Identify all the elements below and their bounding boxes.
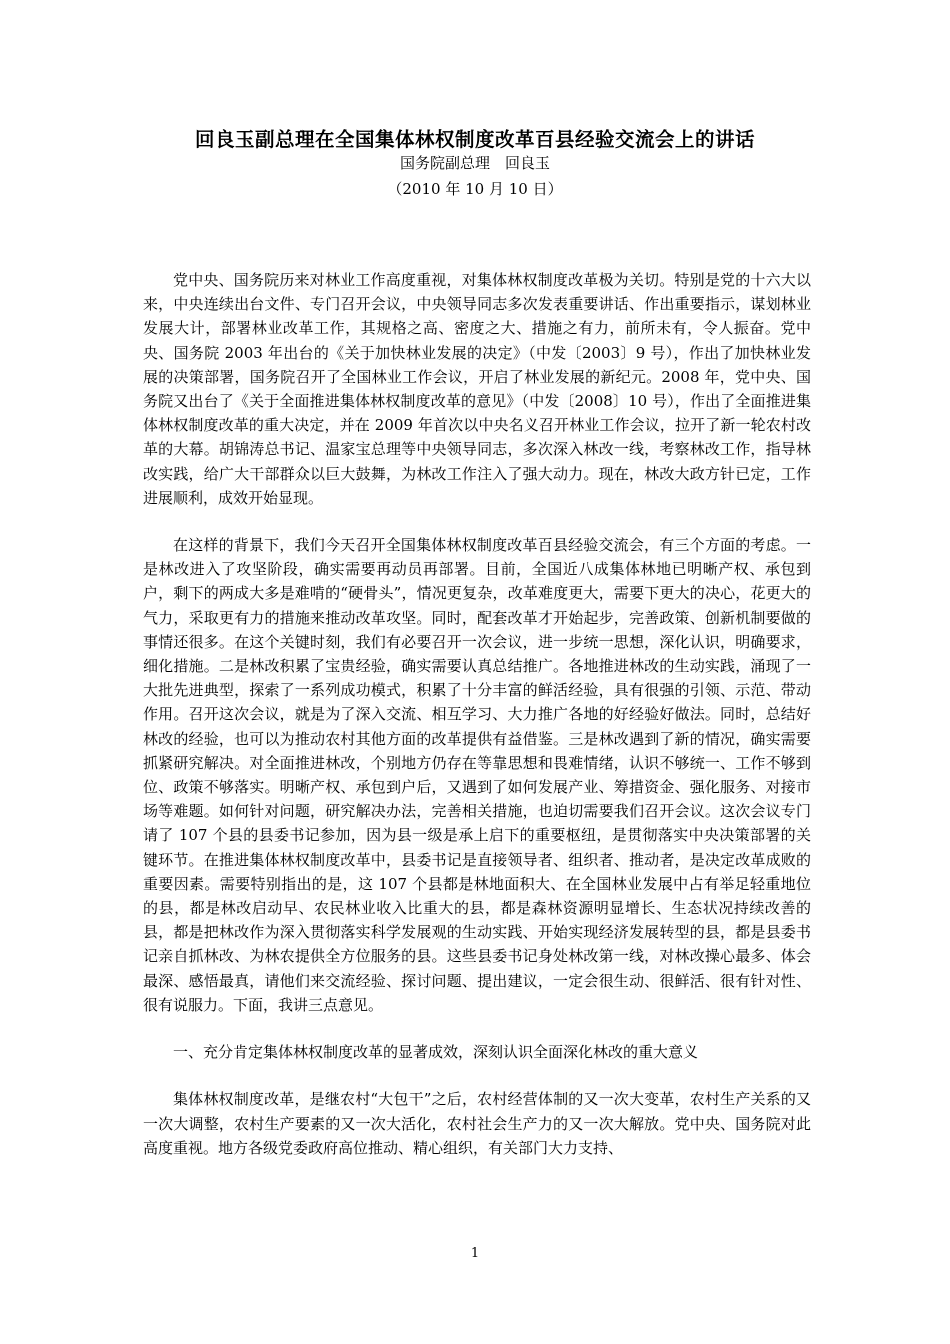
paragraph-3: 集体林权制度改革，是继农村“大包干”之后，农村经营体制的又一次大变革，农村生产关系的又一次大调整，农村生产要素的又一次大活化，农村社会生产力的又一次大解放。党中央、国务院对此高度重视。地方各级党委政府高位推动、精心组织，有关部门大力支持、: [143, 1090, 811, 1157]
author-line: 国务院副总理 回良玉: [399, 154, 550, 172]
date-line: （2010 年 10 月 10 日）: [387, 180, 563, 198]
document-body: [143, 268, 811, 1183]
document-title: 回良玉副总理在全国集体林权制度改革百县经验交流会上的讲话: [194, 128, 755, 151]
paragraph-2: 在这样的背景下，我们今天召开全国集体林权制度改革百县经验交流会，有三个方面的考虑。一是林改进入了攻坚阶段，确实需要再动员再部署。目前，全国近八成集体林地已明晰产权、承包到户，剩下的两成大多是难啃的“硬骨头”，情况更复杂，改革难度更大，需要下更大的决心，花更大的气力，采取更有力的措施来推动改革攻坚。同时，配套改革才开始起步，完善政策、创新机制要做的事情还很多。在这个关键时刻，我们有必要召开一次会议，进一步统一思想，深化认识，明确要求，细化措施。二是林改积累了宝贵经验，确实需要认真总结推广。各地推进林改的生动实践，涌现了一大批先进典型，探索了一系列成功模式，积累了十分丰富的鲜活经验，具有很强的引领、示范、带动作用。召开这次会议，就是为了深入交流、相互学习、大力推广各地的好经验好做法。同时，总结好林改的经验，也可以为推动农村其他方面的改革提供有益借鉴。三是林改遇到了新的情况，确实需要抓紧研究解决。对全面推进林改，个别地方仍存在等靠思想和畏难情绪，认识不够统一、工作不够到位、政策不够落实。明晰产权、承包到户后，又遇到了如何发展产业、筹措资金、强化服务、对接市场等难题。如何针对问题，研究解决办法，完善相关措施，也迫切需要我们召开会议。这次会议专门请了 107 个县的县委书记参加，因为县一级是承上启下的重要枢纽，是贯彻落实中央决策部署的关键环节。在推进集体林权制度改革中，县委书记是直接领导者、组织者、推动者，是决定改革成败的重要因素。需要特别指出的是，这 107 个县都是林地面积大、在全国林业发展中占有举足轻重地位的县，都是林改启动早、农民林业收入比重大的县，都是森林资源明显增长、生态状况持续改善的县，都是把林改作为深入贯彻落实科学发展观的生动实践、开始实现经济发展转型的县，都是县委书记亲自抓林改、为林农提供全方位服务的县。这些县委书记身处林改第一线，对林改操心最多、体会最深、感悟最真，请他们来交流经验、探讨问题、提出建议，一定会很生动、很鲜活、很有针对性、很有说服力。下面，我讲三点意见。: [143, 536, 811, 1014]
paragraph-1: 党中央、国务院历来对林业工作高度重视，对集体林权制度改革极为关切。特别是党的十六大以来，中央连续出台文件、专门召开会议，中央领导同志多次发表重要讲话、作出重要指示，谋划林业发展大计，部署林业改革工作，其规格之高、密度之大、措施之有力，前所未有，令人振奋。党中央、国务院 2003 年出台的《关于加快林业发展的决定》（中发〔2003〕9 号），作出了加快林业发展的决策部署，国务院召开了全国林业工作会议，开启了林业发展的新纪元。2008 年，党中央、国务院又出台了《关于全面推进集体林权制度改革的意见》（中发〔2008〕10 号），作出了全面推进集体林权制度改革的重大决定，并在 2009 年首次以中央名义召开林业工作会议，拉开了新一轮农村改革的大幕。胡锦涛总书记、温家宝总理等中央领导同志，多次深入林改一线，考察林改工作，指导林改实践，给广大干部群众以巨大鼓舞，为林改工作注入了强大动力。现在，林改大政方针已定，工作进展顺利，成效开始显现。: [143, 271, 811, 507]
section-heading: 一、充分肯定集体林权制度改革的显著成效，深刻认识全面深化林改的重大意义: [173, 1043, 699, 1062]
page-number: 1: [470, 1246, 480, 1261]
